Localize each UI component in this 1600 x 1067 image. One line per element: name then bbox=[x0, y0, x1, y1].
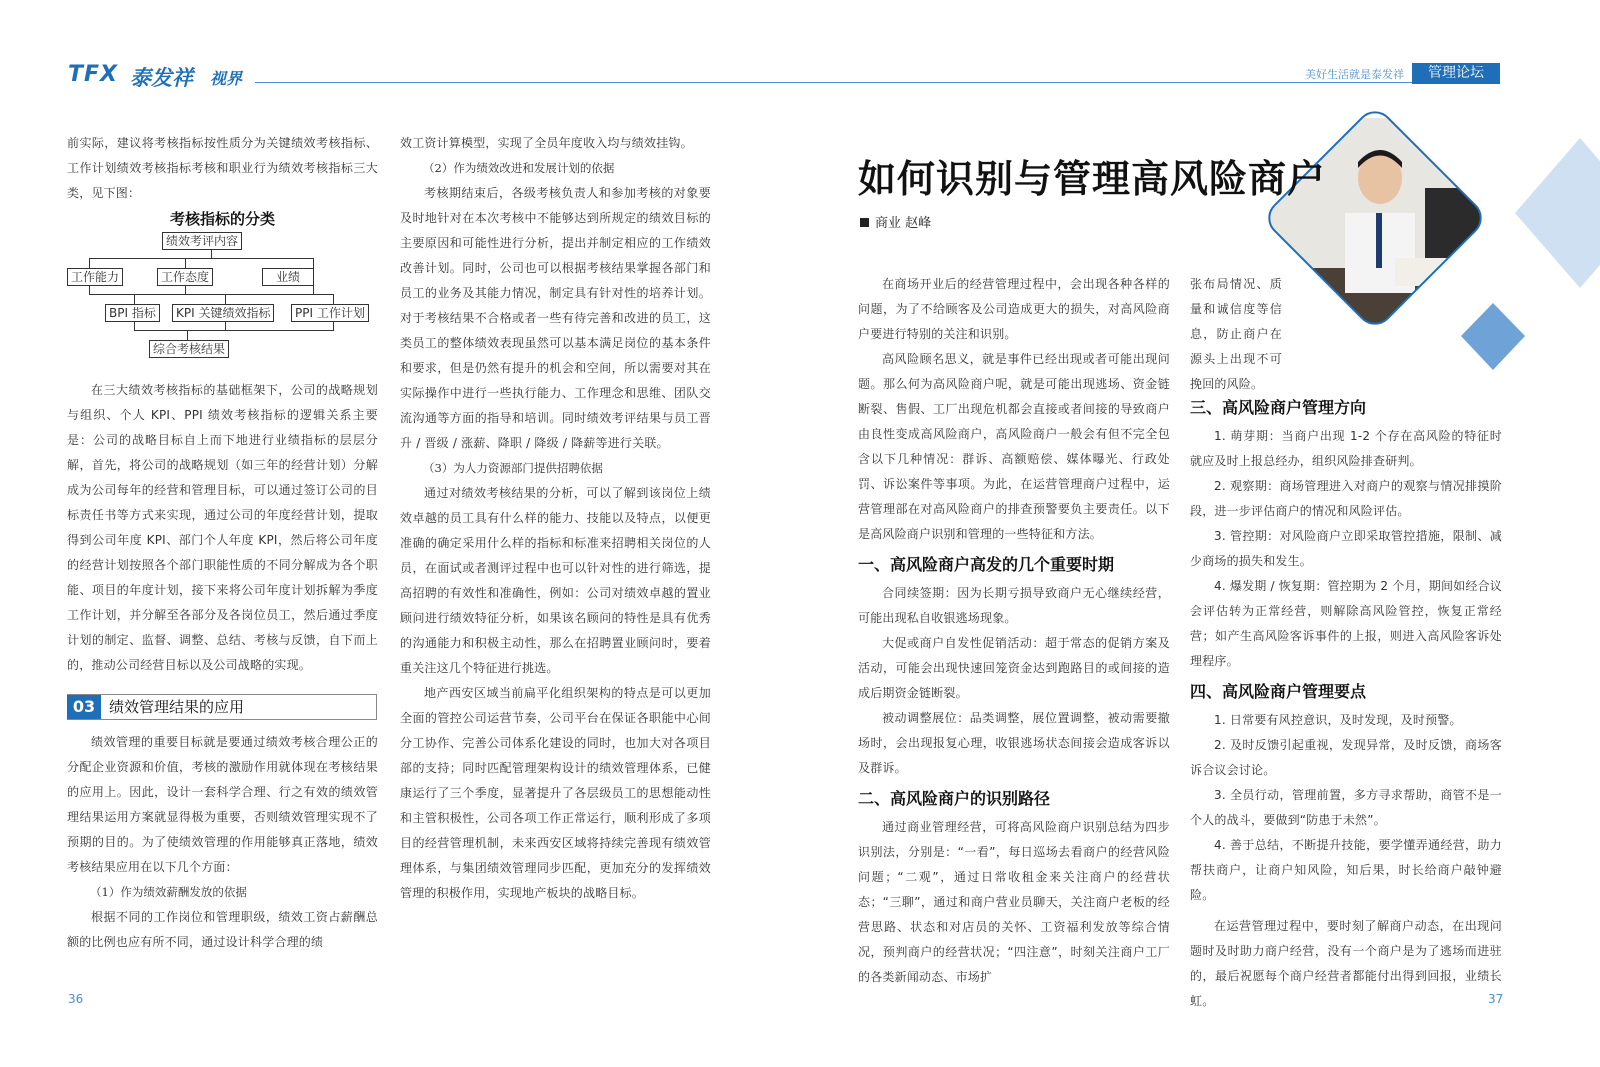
heading-3: 三、高风险商户管理方向 bbox=[1190, 398, 1367, 417]
header-rule bbox=[255, 82, 1500, 83]
author-bullet-icon bbox=[860, 218, 869, 227]
col2-sub-2: （2）作为绩效改进和发展计划的依据 bbox=[423, 161, 615, 175]
col1-para-1: 在三大绩效考核指标的基础框架下，公司的战略规划与组织、个人 KPI、PPI 绩效考核指标的逻辑关系主要是：公司的战略目标自上而下地进行业绩指标的层层分解，首先，将公司的战略规划（如三年的经营计划）分解成为公司每年的经营和管理目标，可以通过签订公司的目标责任书等方式来实现，通过公司的年度经营计划，提取得到公司年度 KPI、部门个人年度 KPI，然后将公司年度的经营计划按照各个部门职能性质的不同分解成为各个职能、项目的年度计划，接下来将公司年度计划拆解为季度工作计划，并分解至各部分及各岗位员工，然后通过季度计划的制定、监督、调整、总结、考核与反馈，自下而上的，推动公司经营目标以及公司战略的实现。 bbox=[67, 383, 378, 672]
col4-para-2: 2. 观察期：商场管理进入对商户的观察与情况排摸阶段，进一步评估商户的情况和风险评估。 bbox=[1190, 479, 1502, 518]
header-slogan: 美好生活就是泰发祥 bbox=[1305, 68, 1404, 81]
col1-para-2: 绩效管理的重要目标就是要通过绩效考核合理公正的分配企业资源和价值，考核的激励作用就体现在考核结果的应用上。因此，设计一套科学合理、行之有效的绩效管理结果运用方案就显得极为重要，否则绩效管理实现不了预期的目的。为了使绩效管理的作用能够真正落地，绩效考核结果应用在以下几个方面： bbox=[67, 735, 378, 874]
heading-4: 四、高风险商户管理要点 bbox=[1190, 682, 1367, 701]
diagram-performance: 业绩 bbox=[262, 268, 314, 286]
diagram-bpi: BPI 指标 bbox=[105, 304, 160, 322]
col1-para-3: 根据不同的工作岗位和管理职级，绩效工资占薪酬总额的比例也应有所不同，通过设计科学合理的绩 bbox=[67, 910, 378, 949]
col1-sub-1: （1）作为绩效薪酬发放的依据 bbox=[90, 885, 247, 899]
col4-para-9: 在运营管理过程中，要时刻了解商户动态，在出现问题时及时助力商户经营，没有一个商户是为了逃场而进驻的，最后祝愿每个商户经营者都能付出得到回报，业绩长虹。 bbox=[1190, 919, 1502, 1008]
logo-vision: 视界 bbox=[210, 69, 243, 88]
diagram-title: 考核指标的分类 bbox=[169, 210, 275, 228]
col3-para-3: 合同续签期：因为长期亏损导致商户无心继续经营，可能出现私自收银逃场现象。 bbox=[858, 586, 1170, 625]
decor-diamond-large bbox=[1515, 138, 1600, 288]
right-col-2-top bbox=[1190, 272, 1282, 391]
right-col-1 bbox=[858, 272, 1170, 992]
diagram-attitude: 工作态度 bbox=[157, 268, 213, 286]
decor-diamond-small bbox=[1461, 303, 1525, 370]
diagram-ability: 工作能力 bbox=[67, 268, 123, 286]
col3-para-2: 高风险顾名思义，就是事件已经出现或者可能出现问题。那么何为高风险商户呢，就是可能出现逃场、资金链断裂、售假、工厂出现危机都会直接或者间接的导致商户由良性变成高风险商户，高风险商户一般会有但不完全包含以下几种情况：群诉、高额赔偿、媒体曝光、行政处罚、诉讼案件等事项。为此，在运营管理商户过程中，运营管理部在对高风险商户的排查预警要负主要责任。以下是高风险商户识别和管理的一些特征和方法。 bbox=[858, 352, 1170, 541]
col1-intro: 前实际，建议将考核指标按性质分为关键绩效考核指标、工作计划绩效考核指标考核和职业行为绩效考核指标三大类，见下图： bbox=[67, 136, 378, 200]
col2-sub-3: （3）为人力资源部门提供招聘依据 bbox=[423, 461, 603, 475]
section-03-heading bbox=[67, 694, 377, 720]
col3-para-5: 被动调整展位：品类调整，展位置调整，被动需要撤场时，会出现报复心理，收银逃场状态间接会造成客诉以及群诉。 bbox=[858, 711, 1170, 775]
diagram-kpi: KPI 关键绩效指标 bbox=[172, 304, 274, 322]
col3-para-6: 通过商业管理经营，可将高风险商户识别总结为四步识别法，分别是：“一看”，每日巡场去看商户的经营风险问题；“二观”，通过日常收租金来关注商户的经营状态；“三聊”，通过和商户营业员聊天，关注商户老板的经营思路、状态和对店员的关怀、工资福利发放等综合情况，预判商户的经营状况；“四注意”，时刻关注商户工厂的各类新闻动态、市场扩 bbox=[858, 820, 1170, 984]
col2-para-4: 地产西安区域当前扁平化组织架构的特点是可以更加全面的管控公司运营节奏，公司平台在保证各职能中心间分工协作、完善公司体系化建设的同时，也加大对各项目部的支持；同时匹配管理架构设计的绩效管理体系，已健康运行了三个季度，显著提升了各层级员工的思想能动性和主管积极性，公司各项工作正常运行，顺利形成了多项目的经营管理机制，未来西安区域将持续完善现有绩效管理体系，与集团绩效管理同步匹配，更加充分的发挥绩效管理的积极作用，实现地产板块的战略目标。 bbox=[400, 686, 711, 900]
diagram-ppi: PPI 工作计划 bbox=[291, 304, 369, 322]
logo-tfx: TFX bbox=[68, 62, 118, 87]
col4-para-1: 1. 萌芽期：当商户出现 1-2 个存在高风险的特征时就应及时上报总经办，组织风险排查研判。 bbox=[1190, 429, 1502, 468]
page-number-right: 37 bbox=[1488, 992, 1504, 1006]
col4-para-3: 3. 管控期：对风险商户立即采取管控措施，限制、减少商场的损失和发生。 bbox=[1190, 529, 1502, 568]
col3-para-4: 大促或商户自发性促销活动：超于常态的促销方案及活动，可能会出现快速回笼资金达到跑路目的或间接的造成后期资金链断裂。 bbox=[858, 636, 1170, 700]
diagram-root: 绩效考评内容 bbox=[162, 232, 242, 250]
left-col-1 bbox=[67, 131, 378, 991]
section-tag: 管理论坛 bbox=[1412, 63, 1500, 84]
col3-para-1: 在商场开业后的经营管理过程中，会出现各种各样的问题，为了不给顾客及公司造成更大的损失，对高风险商户要进行特别的关注和识别。 bbox=[858, 277, 1170, 341]
section-03-title: 绩效管理结果的应用 bbox=[109, 698, 245, 716]
author-name: 商业 赵峰 bbox=[875, 216, 932, 231]
col4-para-4: 4. 爆发期 / 恢复期：管控期为 2 个月，期间如经合议会评估转为正常经营，则解除高风险管控，恢复正常经营；如产生高风险客诉事件的上报，则进入高风险客诉处理程序。 bbox=[1190, 579, 1503, 668]
col2-para-3: 通过对绩效考核结果的分析，可以了解到该岗位上绩效卓越的员工具有什么样的能力、技能以及特点，以便更准确的确定采用什么样的指标和标准来招聘相关岗位的人员，在面试或者测评过程中也可以针对性的进行筛选，提高招聘的有效性和准确性，例如：公司对绩效卓越的置业顾问进行绩效特征分析，如果该名顾问的特性是具有优秀的沟通能力和积极主动性，那么在招聘置业顾问时，要着重关注这几个特征进行挑选。 bbox=[400, 486, 711, 675]
col4-para-6: 2. 及时反馈引起重视，发现异常，及时反馈，商场客诉合议会讨论。 bbox=[1190, 738, 1502, 777]
article-title: 如何识别与管理高风险商户 bbox=[858, 157, 1327, 201]
col4-para-5: 1. 日常要有风控意识，及时发现，及时预警。 bbox=[1214, 713, 1462, 727]
page-number-left: 36 bbox=[68, 992, 84, 1006]
heading-1: 一、高风险商户高发的几个重要时期 bbox=[858, 555, 1115, 574]
section-03-number: 03 bbox=[67, 695, 101, 719]
logo-brand-name: 泰发祥 bbox=[130, 66, 193, 90]
article-author bbox=[860, 212, 931, 231]
col2-para-2: 考核期结束后，各级考核负责人和参加考核的对象要及时地针对在本次考核中不能够达到所规定的绩效目标的主要原因和可能性进行分析，提出并制定相应的工作绩效改善计划。同时，公司也可以根据考核结果掌握各部门和员工的业务及其能力情况，制定具有针对性的培养计划。对于考核结果不合格或者一些有待完善和改进的员工，这类员工的整体绩效表现虽然可以基本满足岗位的基本条件和要求，但是仍然有提升的机会和空间，所以需要对其在实际操作中进行一些执行能力、工作理念和思维、团队交流沟通等方面的指导和培训。同时绩效考评结果与员工晋升 / 晋级 / 涨薪、降职 / 降级 / 降薪等进行关联。 bbox=[400, 186, 711, 450]
col4-para-8: 4. 善于总结，不断提升技能，要学懂弄通经营，助力帮扶商户，让商户知风险，知后果，时长给商户敲钟避险。 bbox=[1190, 838, 1502, 902]
indicator-diagram bbox=[67, 208, 378, 378]
col4-para-7: 3. 全员行动，管理前置，多方寻求帮助，商管不是一个人的战斗，要做到“防患于未然”。 bbox=[1190, 788, 1502, 827]
heading-2: 二、高风险商户的识别路径 bbox=[858, 789, 1051, 808]
col2-para-1: 效工资计算模型，实现了全员年度收入均与绩效挂钩。 bbox=[400, 136, 693, 150]
left-col-2 bbox=[400, 131, 711, 991]
diagram-result: 综合考核结果 bbox=[149, 340, 229, 358]
col4-top: 张布局情况、质量和诚信度等信息，防止商户在源头上出现不可挽回的风险。 bbox=[1190, 277, 1282, 391]
